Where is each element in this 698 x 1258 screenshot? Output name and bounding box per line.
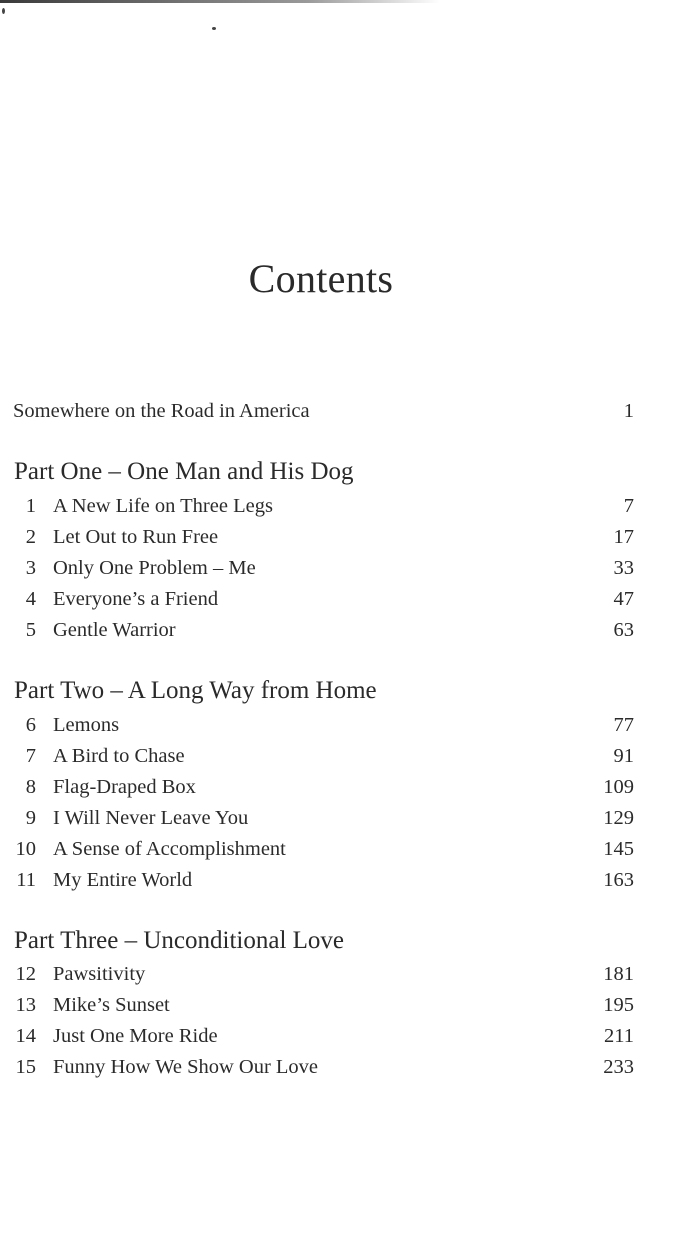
part-heading[interactable]: Part Two – A Long Way from Home xyxy=(14,677,377,704)
chapter-number: 1 xyxy=(25,495,36,517)
toc-chapter-entry[interactable] xyxy=(0,553,698,583)
page-title: Contents xyxy=(248,256,394,301)
chapter-title: Just One More Ride xyxy=(53,1025,218,1047)
chapter-number: 9 xyxy=(25,807,36,829)
chapter-title: Everyone’s a Friend xyxy=(53,588,219,610)
toc-chapter-entry[interactable] xyxy=(0,710,698,740)
toc-chapter-entry[interactable] xyxy=(0,959,698,989)
chapter-number: 6 xyxy=(25,714,36,736)
scan-speck xyxy=(2,8,5,14)
chapter-title: Flag-Draped Box xyxy=(53,776,196,798)
chapter-page: 195 xyxy=(603,994,634,1016)
toc-chapter-entry[interactable] xyxy=(0,772,698,802)
chapter-title: My Entire World xyxy=(53,869,193,891)
toc-chapter-entry[interactable] xyxy=(0,741,698,771)
chapter-page: 233 xyxy=(603,1056,634,1078)
chapter-page: 211 xyxy=(604,1025,634,1047)
chapter-title: A Bird to Chase xyxy=(53,745,185,767)
chapter-number: 7 xyxy=(25,745,36,767)
chapter-number: 5 xyxy=(25,619,36,641)
chapter-number: 4 xyxy=(25,588,36,610)
prologue-title: Somewhere on the Road in America xyxy=(13,400,310,422)
toc-entry-prologue[interactable] xyxy=(0,396,698,426)
toc-chapter-entry[interactable] xyxy=(0,615,698,645)
chapter-number: 14 xyxy=(15,1025,36,1047)
chapter-number: 8 xyxy=(25,776,36,798)
prologue-page: 1 xyxy=(623,400,634,422)
toc-chapter-entry[interactable] xyxy=(0,584,698,614)
toc-chapter-entry[interactable] xyxy=(0,865,698,895)
chapter-page: 145 xyxy=(603,838,634,860)
chapter-page: 7 xyxy=(623,495,634,517)
chapter-number: 11 xyxy=(16,869,36,891)
chapter-title: Mike’s Sunset xyxy=(53,994,170,1016)
chapter-page: 129 xyxy=(603,807,634,829)
chapter-title: Only One Problem – Me xyxy=(53,557,256,579)
scan-speck xyxy=(212,27,216,30)
chapter-title: A New Life on Three Legs xyxy=(53,495,273,517)
chapter-number: 13 xyxy=(15,994,36,1016)
chapter-number: 10 xyxy=(15,838,36,860)
toc-chapter-entry[interactable] xyxy=(0,1021,698,1051)
chapter-number: 15 xyxy=(15,1056,36,1078)
toc-chapter-entry[interactable] xyxy=(0,1052,698,1082)
chapter-title: Funny How We Show Our Love xyxy=(53,1056,319,1078)
chapter-page: 17 xyxy=(613,526,634,548)
chapter-number: 3 xyxy=(25,557,36,579)
chapter-title: I Will Never Leave You xyxy=(53,807,249,829)
chapter-page: 77 xyxy=(613,714,634,736)
chapter-title: Pawsitivity xyxy=(53,963,146,985)
chapter-page: 181 xyxy=(603,963,634,985)
chapter-number: 2 xyxy=(25,526,36,548)
chapter-title: Let Out to Run Free xyxy=(53,526,219,548)
toc-chapter-entry[interactable] xyxy=(0,803,698,833)
chapter-page: 63 xyxy=(613,619,634,641)
chapter-title: Gentle Warrior xyxy=(53,619,176,641)
chapter-title: A Sense of Accomplishment xyxy=(53,838,286,860)
part-heading[interactable]: Part Three – Unconditional Love xyxy=(14,927,345,954)
chapter-page: 109 xyxy=(603,776,634,798)
page-top-edge xyxy=(0,0,440,3)
chapter-page: 163 xyxy=(603,869,634,891)
chapter-number: 12 xyxy=(15,963,36,985)
toc-chapter-entry[interactable] xyxy=(0,990,698,1020)
chapter-page: 91 xyxy=(613,745,634,767)
chapter-page: 33 xyxy=(613,557,634,579)
toc-chapter-entry[interactable] xyxy=(0,491,698,521)
chapter-title: Lemons xyxy=(53,714,120,736)
part-heading[interactable]: Part One – One Man and His Dog xyxy=(14,458,354,485)
toc-chapter-entry[interactable] xyxy=(0,834,698,864)
chapter-page: 47 xyxy=(613,588,634,610)
toc-chapter-entry[interactable] xyxy=(0,522,698,552)
